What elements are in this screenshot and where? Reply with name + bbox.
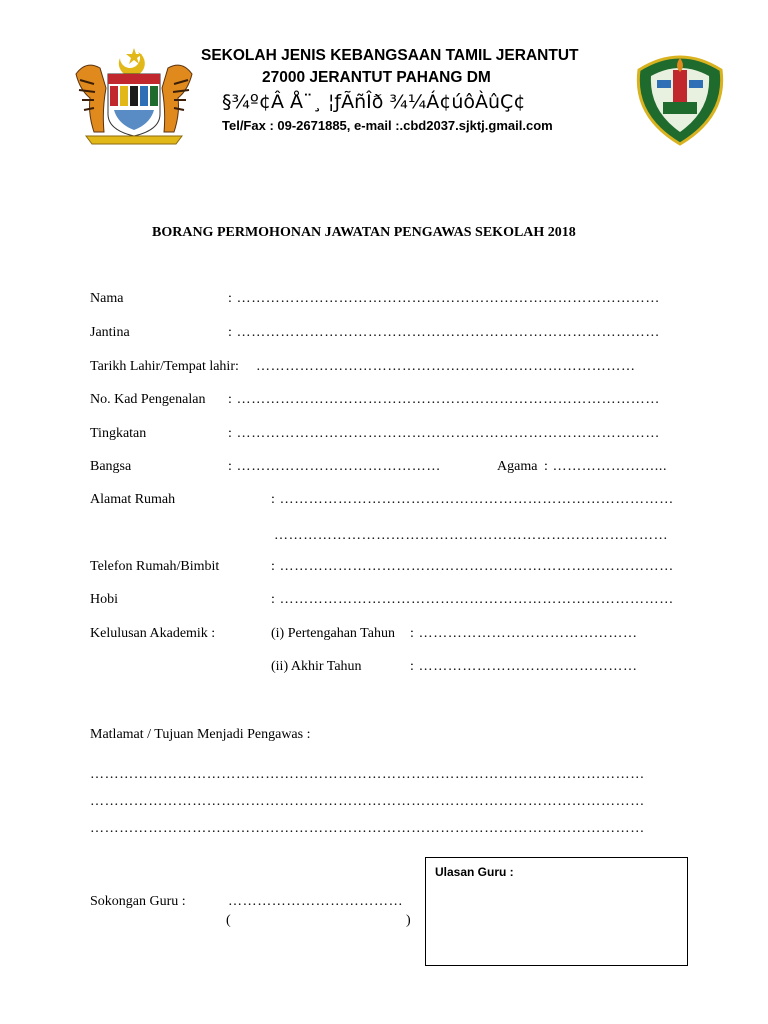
matlamat-line-2[interactable]: …………………………………………………………………………………………………… — [90, 794, 645, 809]
sokongan-name-open-paren: ( — [226, 913, 231, 928]
ulasan-guru-label: Ulasan Guru : — [435, 865, 514, 879]
field-label-alamat: Alamat Rumah — [90, 492, 176, 507]
field-label-tingkatan: Tingkatan — [90, 426, 147, 441]
ulasan-guru-box[interactable] — [425, 857, 688, 966]
sokongan-guru-label: Sokongan Guru : — [90, 894, 186, 909]
field-label-jantina: Jantina — [90, 325, 130, 340]
field-label-hobi: Hobi — [90, 592, 118, 607]
field-input-tingkatan[interactable]: : …………………………………………………………………………… — [228, 426, 660, 441]
field-label-akhir-tahun: (ii) Akhir Tahun — [271, 659, 362, 674]
field-input-jantina[interactable]: : …………………………………………………………………………… — [228, 325, 660, 340]
field-input-alamat-line-1[interactable]: : ……………………………………………………………………… — [271, 492, 674, 507]
field-input-tarikh-lahir[interactable]: …………………………………………………………………… — [256, 359, 636, 374]
field-input-kad-pengenalan[interactable]: : …………………………………………………………………………… — [228, 392, 660, 407]
field-label-kelulusan: Kelulusan Akademik : — [90, 626, 216, 641]
field-label-tarikh-lahir: Tarikh Lahir/Tempat lahir: — [90, 359, 239, 374]
malaysia-coat-of-arms-icon — [70, 44, 198, 152]
field-input-bangsa[interactable]: : …………………………………… — [228, 459, 441, 474]
form-title: BORANG PERMOHONAN JAWATAN PENGAWAS SEKOLAH 2018 — [152, 225, 576, 240]
school-name: SEKOLAH JENIS KEBANGSAAN TAMIL JERANTUT — [201, 47, 579, 64]
sokongan-signature-line[interactable]: ……………………………… — [228, 894, 404, 909]
field-label-agama: Agama — [497, 459, 538, 474]
matlamat-line-1[interactable]: …………………………………………………………………………………………………… — [90, 767, 645, 782]
school-name-tamil: §¾º¢Â Å¨¸ ¦ƒÃñÎð ¾¼Á¢úôÀûÇ¢ — [222, 91, 526, 113]
field-label-telefon: Telefon Rumah/Bimbit — [90, 559, 220, 574]
field-input-nama[interactable]: : …………………………………………………………………………… — [228, 291, 660, 306]
field-label-kad-pengenalan: No. Kad Pengenalan — [90, 392, 206, 407]
matlamat-label: Matlamat / Tujuan Menjadi Pengawas : — [90, 727, 311, 742]
school-address: 27000 JERANTUT PAHANG DM — [262, 69, 491, 86]
field-label-pertengahan-tahun: (i) Pertengahan Tahun — [271, 626, 395, 641]
field-input-agama[interactable]: : …………………... — [544, 459, 668, 474]
field-label-bangsa: Bangsa — [90, 459, 132, 474]
field-label-nama: Nama — [90, 291, 124, 306]
sokongan-name-close-paren: ) — [406, 913, 411, 928]
field-input-akhir-tahun[interactable]: : ……………………………………… — [410, 659, 638, 674]
field-input-alamat-line-2[interactable]: ……………………………………………………………………… — [274, 528, 669, 543]
field-input-pertengahan-tahun[interactable]: : ……………………………………… — [410, 626, 638, 641]
school-crest-icon — [633, 50, 727, 148]
contact-info: Tel/Fax : 09-2671885, e-mail :.cbd2037.sjktj.gmail.com — [222, 118, 553, 133]
matlamat-line-3[interactable]: …………………………………………………………………………………………………… — [90, 821, 645, 836]
field-input-telefon[interactable]: : ……………………………………………………………………… — [271, 559, 674, 574]
field-input-hobi[interactable]: : ……………………………………………………………………… — [271, 592, 674, 607]
